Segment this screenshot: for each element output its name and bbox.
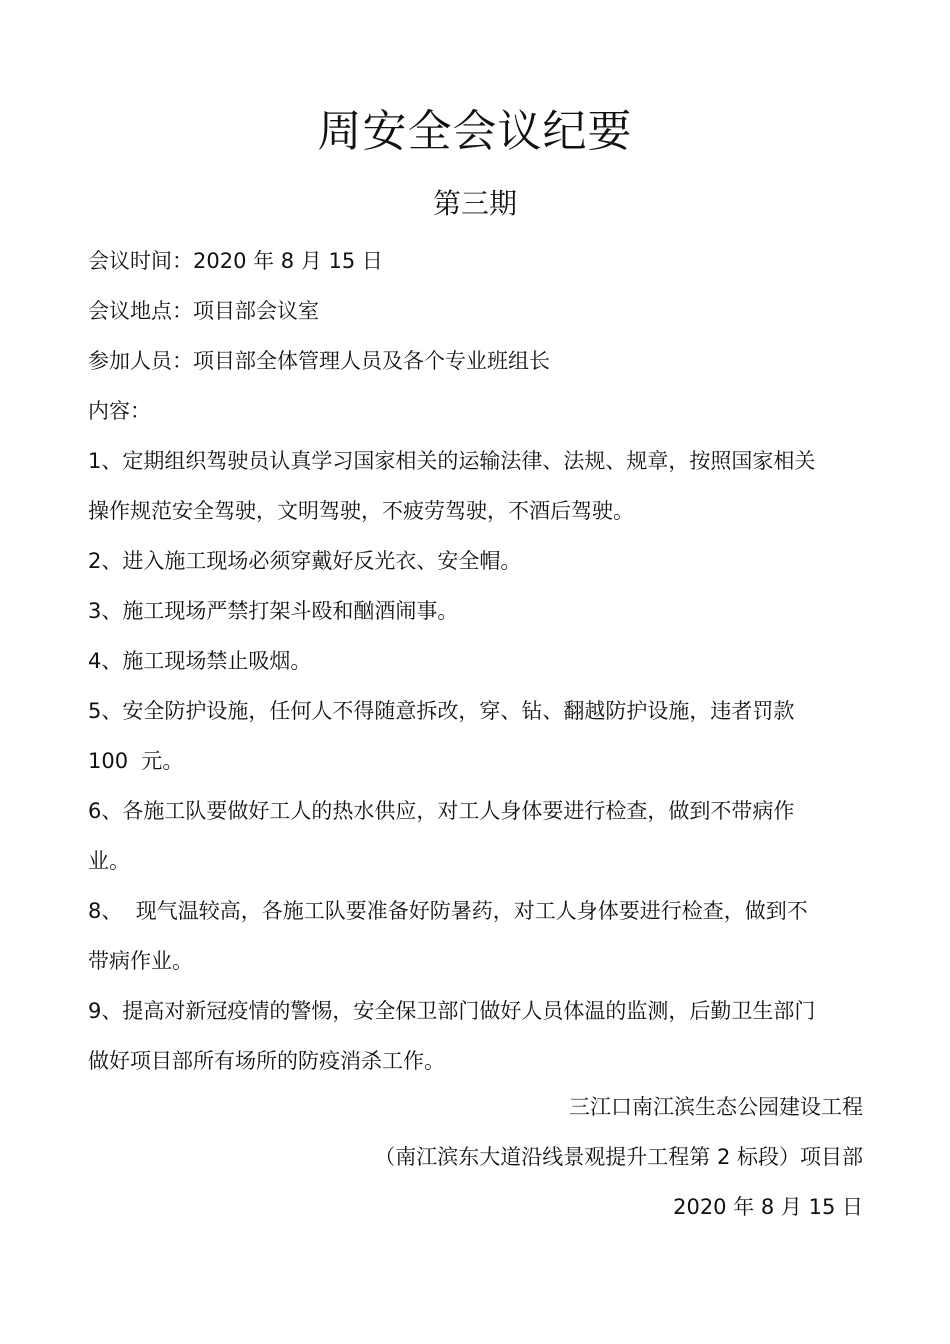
item-line: 业。 [88,849,130,873]
item-line: 做好项目部所有场所的防疫消杀工作。 [88,1049,445,1073]
item-line: 带病作业。 [88,949,193,973]
meeting-time: 会议时间：2020 年 8 月 15 日 [88,249,383,273]
signature-org-line1: 三江口南江滨生态公园建设工程 [569,1095,863,1119]
item-line: 9、提高对新冠疫情的警惕，安全保卫部门做好人员体温的监测，后勤卫生部门 [88,999,816,1023]
document-title: 周安全会议纪要 [317,106,633,157]
item-line: 8、 现气温较高，各施工队要准备好防暑药，对工人身体要进行检查，做到不 [88,899,808,923]
item-line: 2、进入施工现场必须穿戴好反光衣、安全帽。 [88,549,522,573]
document-body [88,236,868,1086]
content-label: 内容： [88,399,151,423]
signature-org-line2: （南江滨东大道沿线景观提升工程第 2 标段）项目部 [374,1145,863,1169]
item-line: 6、各施工队要做好工人的热水供应，对工人身体要进行检查，做到不带病作 [88,799,795,823]
signature-block [374,1082,863,1232]
meeting-attendees: 参加人员：项目部全体管理人员及各个专业班组长 [88,349,550,373]
item-line: 1、定期组织驾驶员认真学习国家相关的运输法律、法规、规章，按照国家相关 [88,449,816,473]
item-line: 4、施工现场禁止吸烟。 [88,649,312,673]
item-line: 3、施工现场严禁打架斗殴和酗酒闹事。 [88,599,459,623]
issue-number: 第三期 [432,187,517,220]
item-line: 操作规范安全驾驶，文明驾驶，不疲劳驾驶，不酒后驾驶。 [88,499,634,523]
item-line: 5、安全防护设施，任何人不得随意拆改，穿、钻、翻越防护设施，违者罚款 [88,699,795,723]
signature-date: 2020 年 8 月 15 日 [673,1195,863,1219]
item-line: 100 元。 [88,749,184,773]
meeting-place: 会议地点：项目部会议室 [88,299,319,323]
